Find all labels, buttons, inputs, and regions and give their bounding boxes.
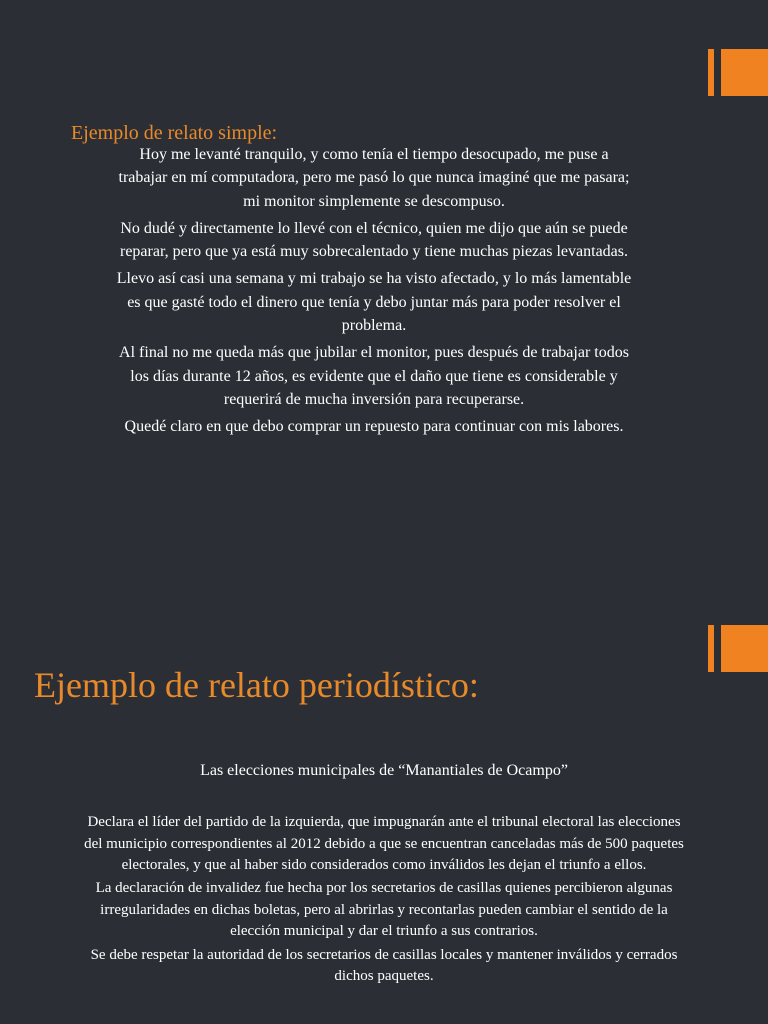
- accent-thick-bar: [721, 625, 768, 672]
- paragraph: Llevo así casi una semana y mi trabajo se ha visto afectado, y lo más lamentable es que gasté todo el dinero que tenía y debo juntar más para poder resolver el problema.: [116, 270, 632, 335]
- slide-accent-bars: [708, 625, 768, 672]
- slide-relato-periodistico: [0, 600, 768, 1024]
- paragraph: Al final no me queda más que jubilar el monitor, pues después de trabajar todos los días durante 12 años, es evidente que el daño que tiene es considerable y requerirá de mucha inversión para recuperarse.: [119, 344, 629, 408]
- slide-heading: Ejemplo de relato simple:: [71, 122, 278, 144]
- article-title: Las elecciones municipales de “Manantiales de Ocampo”: [200, 762, 568, 779]
- accent-thin-bar: [708, 625, 714, 672]
- paragraph: La declaración de invalidez fue hecha por los secretarios de casillas quienes percibieron algunas irregularidades en dichas boletas, pero al abrirlas y recontarlas pueden cambiar el sentido de la elección municipal y dar el triunfo a sus contrarios.: [95, 880, 673, 940]
- paragraph: Declara el líder del partido de la izquierda, que impugnarán ante el tribunal electoral las elecciones del municipio correspondientes al 2012 debido a que se encuentran canceladas más de 500 paquetes electorales, y que al haber sido considerados como inválidos les dejan el triunfo a ellos.: [84, 814, 684, 874]
- accent-thin-bar: [708, 49, 714, 96]
- slide-accent-bars: [708, 49, 768, 96]
- paragraph: Se debe respetar la autoridad de los secretarios de casillas locales y mantener inválidos y cerrados dichos paquetes.: [90, 946, 678, 985]
- accent-thick-bar: [721, 49, 768, 96]
- paragraph: No dudé y directamente lo llevé con el técnico, quien me dijo que aún se puede reparar, pero que ya está muy sobrecalentado y tiene muchas piezas levantadas.: [119, 219, 629, 261]
- paragraph: Quedé claro en que debo comprar un repuesto para continuar con mis labores.: [124, 418, 624, 436]
- slide-body-text: [82, 812, 686, 989]
- slide-body-text: [113, 143, 635, 443]
- paragraph: Hoy me levanté tranquilo, y como tenía el tiempo desocupado, me puse a trabajar en mí computadora, pero me pasó lo que nunca imaginé que me pasara; mi monitor simplemente se descompuso.: [118, 146, 630, 210]
- slide-heading: Ejemplo de relato periodístico:: [34, 665, 479, 705]
